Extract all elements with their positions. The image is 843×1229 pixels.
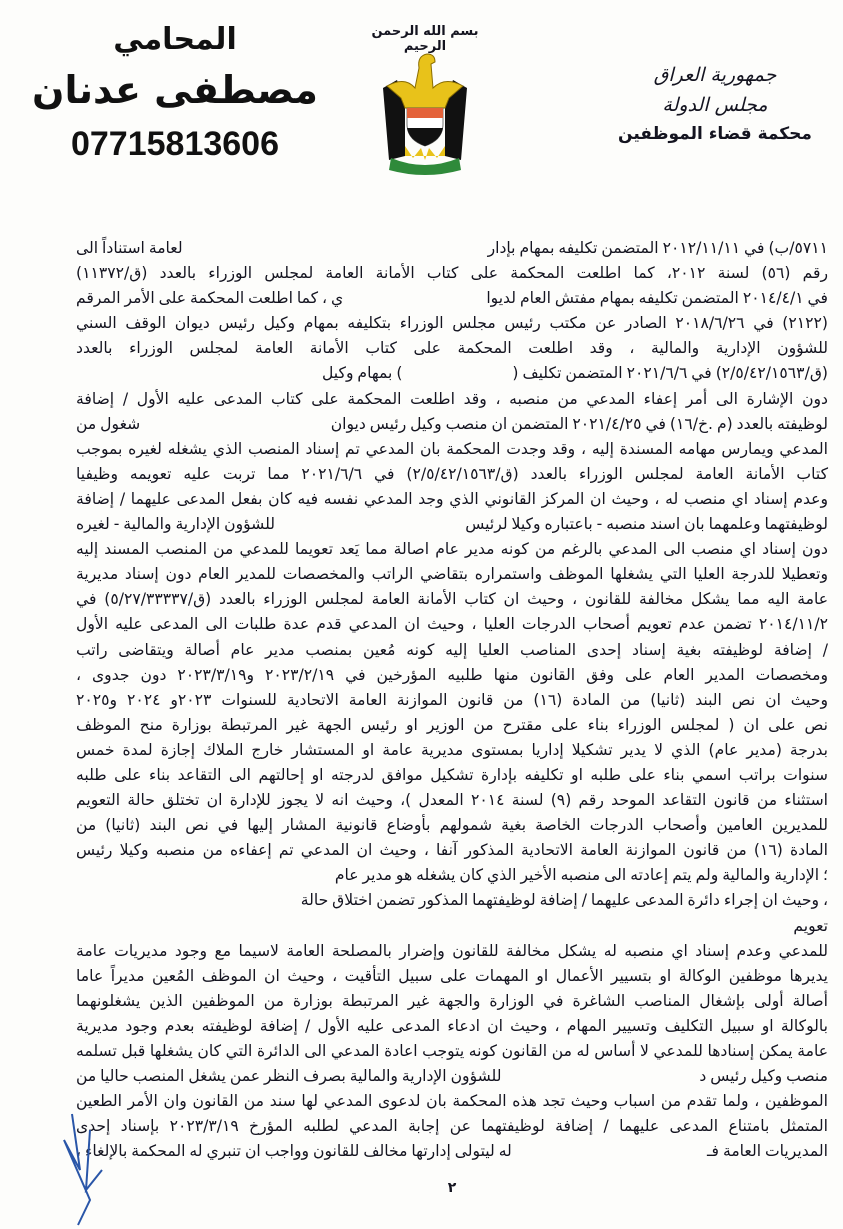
text-segment: لوظيفته بالعدد (م .خ/١٦) في ٢٠٢١/٤/٢٥ المتضمن ان منصب وكيل رئيس ديوان — [330, 414, 828, 433]
text-line — [76, 1064, 828, 1089]
text-segment: يديرها موظفين الوكالة او بتسيير الأعمال او المهمات على سبيل التأقيت ، وحيث ان الموظف المُعين مديراً عاما — [76, 966, 828, 985]
text-segment: المتمثل بامتناع المدعى عليهما / إضافة لوظيفتهما عن إجابة المدعي لطلبه المؤرخ ٢٠٢٣/٣/١٩ بإسناد إحدى — [76, 1117, 828, 1136]
text-segment: رقم (٥٦) لسنة ٢٠١٢، كما اطلعت المحكمة على كتاب الأمانة العامة لمجلس الوزراء بالعدد (ق/١١٣٧٢) — [76, 264, 829, 283]
text-segment: لوظيفتهما وعلمهما بان اسند منصبه - باعتباره وكيلا لرئيس — [465, 515, 828, 534]
text-segment: ومخصصات المدير العام على وفق القانون منها طلبيه المؤرخين في ٢٠٢٣/٢/١٩ و٢٠٢٣/٣/١٩ دون جدوى ، — [76, 665, 829, 684]
text-segment: نص على ان ( لمجلس الوزراء بناء على مقترح من الوزير او رئيس الجهة غير المرتبطة بوزارة منح الموظف — [76, 715, 828, 734]
text-segment: منصب وكيل رئيس د — [699, 1067, 828, 1086]
text-segment: وعدم إسناد اي منصب له ، وحيث ان المركز القانوني الذي وجد المدعي نفسه فيه كان بفعل المدعى عليهما / إضافة — [76, 489, 828, 508]
text-segment: للشؤون الإدارية والمالية بصرف النظر عمن يشغل المنصب حاليا من — [76, 1067, 502, 1086]
text-segment: لعامة استناداً الى — [76, 239, 183, 257]
text-segment: ؛ الإدارية والمالية ولم يتم إعادته الى منصبه الأخير الذي كان يشغله هو مدير عام — [334, 866, 828, 885]
text-segment: للمديرين العامين وأصحاب الدرجات الخاصة بغية شمولهم بأوضاع قانونية المشار إليها في نص البند (ثانيا) من — [76, 816, 828, 835]
text-segment: ) بمهام وكيل — [322, 364, 403, 383]
text-segment: المدعي ويمارس مهامه المسندة إليه ، وقد وجدت المحكمة بان المدعي تم إسناد المنصب الذي يشغله لغيره بموجب — [76, 439, 828, 458]
text-segment: / إضافة لوظيفته بغية إسناد إحدى المناصب العليا إليه كونه مُعين بمنصب مدير عام أصالة ويتقاضى راتب — [76, 640, 828, 659]
text-segment: ، وحيث ان إجراء دائرة المدعى عليهما / إضافة لوظيفتهما المذكور تضمن اختلاق حالة تعويم — [300, 891, 828, 935]
text-line — [76, 336, 828, 361]
lawyer-title: المحامي — [113, 22, 237, 57]
text-segment: المادة (١٦) من قانون الموازنة العامة الاتحادية المذكور آنفا ، وحيث ان المدعي تم إعفاءه من منصبه وكيلا رئيس — [76, 841, 828, 860]
court-name: محكمة قضاء الموظفين — [618, 124, 812, 144]
text-line — [76, 989, 828, 1014]
text-line — [76, 788, 828, 813]
text-line — [76, 738, 828, 763]
text-line — [76, 412, 828, 437]
text-line — [76, 1139, 828, 1164]
republic-name: جمهورية العراق — [653, 64, 777, 86]
text-line — [76, 1014, 828, 1039]
text-line — [76, 361, 828, 386]
text-line — [76, 713, 828, 738]
page-number: ٢ — [447, 1180, 457, 1197]
text-segment: ٥٧١١/ب) في ٢٠١٢/١١/١١ المتضمن تكليفه بمهام بإدار — [487, 239, 828, 257]
text-line — [76, 437, 828, 462]
text-line — [76, 487, 828, 512]
text-line — [76, 663, 828, 688]
body-lines — [76, 236, 828, 1164]
text-line — [76, 763, 828, 788]
text-segment: (ق/٢/٥/٤٢/١٥٦٣) في ٢٠٢١/٦/٦ المتضمن تكليف ( — [512, 364, 828, 383]
text-line — [76, 537, 828, 562]
text-line — [76, 562, 828, 587]
text-line — [76, 939, 828, 964]
text-segment: ٢٠١٤/١١/٢ تضمن عدم تعويم أصحاب الدرجات العليا ، وحيث ان المدعي قدم عدة طلبات الى المدعى عليه الأول — [76, 615, 828, 634]
text-segment: وتعطيلا للدرجة العليا التي يشغلها الموظف واستمراره بتقاضي الراتب والمخصصات للمدير العام دون إسناد مديرية — [76, 565, 828, 584]
text-segment: وحيث ان نص البند (ثانيا) من المادة (١٦) من قانون الموازنة العامة الاتحادية للسنوات ٢٠٢٣و ٢٠٢٤ و٢٠٢٥ — [76, 690, 828, 709]
text-segment: ي ، كما اطلعت المحكمة على الأمر المرقم — [76, 289, 344, 308]
text-segment: في ٢٠١٤/٤/١ المتضمن تكليفه بمهام مفتش العام لديوا — [486, 289, 828, 308]
text-line — [76, 612, 828, 637]
text-segment: (٢١٢٢) في ٢٠١٨/٦/٢٦ الصادر عن مكتب رئيس مجلس الوزراء بتكليفه بمهام وكيل رئيس ديوان الوقف السني — [76, 314, 829, 333]
basmala: بسم الله الرحمن الرحيم — [371, 24, 479, 54]
council-name: مجلس الدولة — [662, 94, 768, 116]
text-line — [76, 838, 828, 863]
text-segment: الموظفين ، ولما تقدم من اسباب وحيث تجد هذه المحكمة بان لدعوى المدعي لها سند من القانون وان الأمر الطعين — [76, 1092, 828, 1111]
text-line — [76, 236, 828, 261]
text-segment: دون إسناد اي منصب الى المدعي بالرغم من كونه مدير عام اصالة مما يَعد تعويما للمدعي من المنصب المسند إليه — [76, 540, 828, 559]
text-segment: أصالة أولى بإشغال المناصب الشاغرة في الوزارة والجهة غير المرتبطة بوزارة من الموظفين الذين يشغلونهما — [76, 991, 828, 1010]
text-segment: شغول من — [76, 414, 141, 433]
text-segment: دون الإشارة الى أمر إعفاء المدعي من منصبه ، وقد اطلعت المحكمة على كتاب المدعى عليه الأول / إضافة — [76, 389, 828, 408]
text-line — [76, 462, 828, 487]
text-segment: استثناء من قانون التقاعد الموحد رقم (٩) لسنة ٢٠١٤ المعدل )، وحيث انه لا يجوز للإدارة ان تختلق حالة التعويم — [76, 791, 828, 810]
text-line — [76, 813, 828, 838]
text-segment: له ليتولى إدارتها مخالف للقانون وواجب ان تنبري له المحكمة بالإلغاء ، — [76, 1142, 512, 1161]
text-segment: عامة يمكن إسنادها للمدعي لا أساس له من القانون كونه يتوجب اعادة المدعي الى الدائرة التي كان يشغلها قبل تسلمه — [76, 1042, 828, 1060]
text-line — [76, 863, 828, 888]
text-segment: بالوكالة او سبيل التكليف وتسيير المهام ، وحيث ان ادعاء المدعى عليه الأول / إضافة لوظيفته بعدم وجود مديرية — [76, 1016, 828, 1035]
text-segment: للشؤون الإدارية والمالية - لغيره — [76, 515, 276, 534]
court-header — [600, 60, 830, 148]
text-segment: للشؤون الإدارية والمالية ، وقد اطلعت المحكمة على كتاب الأمانة العامة لمجلس الوزراء بالعدد — [76, 339, 828, 358]
text-segment: المديريات العامة فـ — [706, 1142, 828, 1161]
document-body — [76, 236, 828, 1198]
text-segment: سنوات براتب اسمي بناء على طلبه او تكليفه بإدارة تشكيل موافق لدرجته او إحالتهم الى التقاعد بناء على طلبه — [76, 765, 828, 784]
text-line — [76, 1039, 828, 1064]
text-line — [76, 638, 828, 663]
text-line — [76, 286, 828, 311]
text-segment: كتاب الأمانة العامة لمجلس الوزراء بالعدد (ق/٢/٥/٤٢/١٥٦٣) في ٢٠٢١/٦/٦ مما تربت عليه تعويمه وظيفيا — [76, 464, 828, 483]
text-line — [76, 261, 828, 286]
text-segment: بدرجة (مدير عام) الذي لا يدير تشكيلا إداريا بمستوى مديرية عامة او المستشار خارج الملاك إجازة لمدة خمس — [76, 740, 828, 759]
text-line — [76, 387, 828, 412]
lawyer-phone: 07715813606 — [70, 125, 279, 163]
text-segment: عامة اليه مما يشكل مخالفة للقانون ، وحيث ان كتاب الأمانة العامة لمجلس الوزراء بالعدد (ق/٥/٢٧/٣٣٣٣٧) في — [76, 590, 828, 609]
lawyer-stamp — [10, 18, 340, 170]
text-line — [76, 1089, 828, 1114]
iraq-emblem-icon — [375, 48, 475, 176]
text-line — [76, 964, 828, 989]
signature-icon — [50, 1110, 120, 1229]
text-line — [76, 688, 828, 713]
text-line — [76, 587, 828, 612]
text-line — [76, 512, 828, 537]
text-line — [76, 888, 828, 938]
text-line — [76, 1114, 828, 1139]
lawyer-name: مصطفى عدنان — [32, 68, 318, 112]
text-line — [76, 311, 828, 336]
text-segment: للمدعي وعدم إسناد اي منصبه له يشكل مخالفة للقانون وإضرار بالمصلحة العامة لاسيما مع وجود مديريات عامة — [76, 941, 828, 960]
